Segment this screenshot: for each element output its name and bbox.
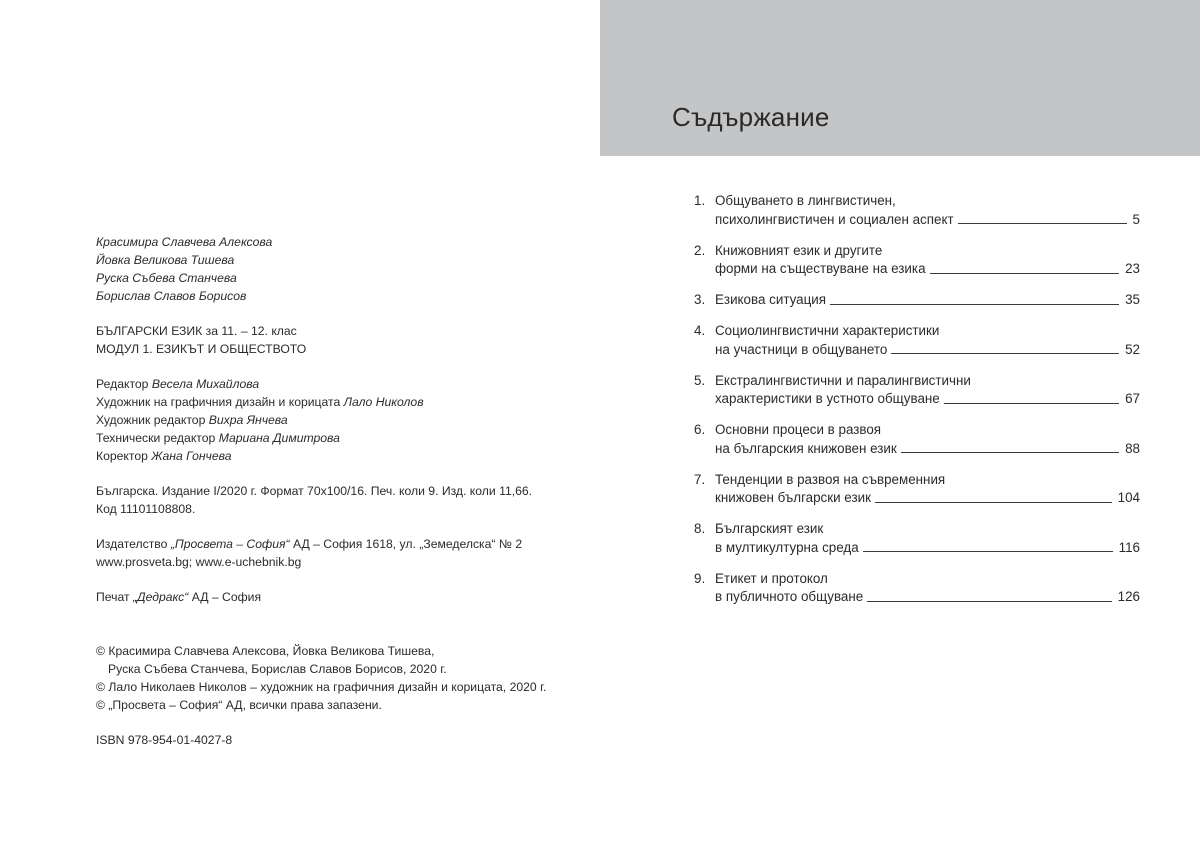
book-title: БЪЛГАРСКИ ЕЗИК за 11. – 12. клас: [96, 324, 297, 338]
toc-leader: [944, 403, 1119, 404]
publisher-prefix: Издателство: [96, 537, 168, 551]
toc-leader: [830, 304, 1119, 305]
toc-leader: [891, 353, 1119, 354]
publisher-info: [96, 535, 576, 571]
copyright-authors: © Красимира Славчева Алексова, Йовка Великова Тишева,: [96, 644, 435, 658]
credit-name: Лало Николов: [343, 395, 424, 409]
toc-title-line1: Общуването в лингвистичен,: [715, 193, 896, 208]
toc-item[interactable]: [694, 291, 1140, 310]
credit-name: Весела Михайлова: [151, 377, 260, 391]
toc-title-line2: психолингвистичен и социален аспект: [715, 211, 954, 227]
toc-title-line2: книжовен български език: [715, 490, 871, 505]
credit-role: Редактор: [96, 377, 149, 391]
book-title-block: [96, 322, 576, 358]
toc-page-number: 35: [1125, 292, 1140, 307]
author-name: Йовка Великова Тишева: [96, 253, 235, 267]
toc-title-line2: на българския книжовен език: [715, 440, 897, 456]
toc-title-line2: в публичното общуване: [715, 589, 864, 604]
copyright-designer: © Лало Николаев Николов – художник на графичния дизайн и корицата, 2020 г.: [96, 680, 547, 694]
toc-item[interactable]: [694, 242, 1140, 279]
credit-role: Коректор: [96, 449, 148, 463]
product-code: Код 11101108808.: [96, 502, 196, 516]
toc-number: 8.: [694, 521, 706, 536]
toc-item[interactable]: [694, 192, 1140, 229]
publisher-name: „Просвета – София“: [170, 537, 290, 551]
copyright-publisher: © „Просвета – София“ АД, всички права запазени.: [96, 698, 382, 712]
toc-page-number: 67: [1125, 391, 1140, 406]
toc-item[interactable]: [694, 520, 1140, 557]
toc-page-number: 52: [1125, 341, 1140, 357]
toc-page-number: 88: [1125, 440, 1140, 456]
copyright-block: [96, 642, 576, 714]
toc-item[interactable]: [694, 570, 1140, 607]
toc-title: Езикова ситуация: [715, 292, 826, 307]
printer-prefix: Печат: [96, 590, 130, 604]
credit-line: [96, 447, 576, 465]
toc-title-line2: на участници в общуването: [715, 341, 888, 357]
author-name: Руска Събева Станчева: [96, 271, 237, 285]
toc-number: 6.: [694, 422, 706, 437]
toc-title-line2: характеристики в устното общуване: [715, 391, 940, 406]
edition-info: [96, 482, 576, 518]
credits-list: [96, 375, 576, 465]
credit-line: [96, 429, 576, 447]
toc-leader: [867, 601, 1111, 602]
toc-number: 9.: [694, 570, 706, 586]
toc-leader: [958, 223, 1127, 224]
module-title: МОДУЛ 1. ЕЗИКЪТ И ОБЩЕСТВОТО: [96, 342, 307, 356]
websites: www.prosveta.bg; www.e-uchebnik.bg: [96, 555, 302, 569]
printer-name: „Дедракс“: [132, 590, 189, 604]
toc-title-line1: Етикет и протокол: [715, 570, 828, 586]
toc-title-line2: форми на съществуване на езика: [715, 261, 926, 276]
toc-page-number: 23: [1125, 261, 1140, 276]
credit-line: [96, 411, 576, 429]
toc-number: 5.: [694, 372, 706, 388]
toc-item[interactable]: [694, 471, 1140, 508]
toc-item[interactable]: [694, 322, 1140, 359]
toc-item[interactable]: [694, 421, 1140, 458]
author-name: Борислав Славов Борисов: [96, 289, 247, 303]
toc-number: 2.: [694, 242, 706, 258]
toc-number: 7.: [694, 471, 706, 487]
toc-leader: [875, 502, 1112, 503]
credit-role: Художник на графичния дизайн и корицата: [96, 395, 341, 409]
contents-header: [600, 0, 1200, 156]
toc-page-number: 5: [1132, 211, 1140, 227]
toc-title-line1: Тенденции в развоя на съвременния: [715, 471, 946, 487]
author-name: Красимира Славчева Алексова: [96, 235, 273, 249]
imprint-page: [96, 233, 576, 749]
credit-line: [96, 375, 576, 393]
authors-list: [96, 233, 576, 305]
copyright-authors-cont: Руска Събева Станчева, Борислав Славов Борисов, 2020 г.: [108, 662, 447, 676]
printer-location: АД – София: [191, 590, 262, 604]
toc-item[interactable]: [694, 372, 1140, 409]
toc-title-line2: в мултикултурна среда: [715, 539, 859, 555]
toc-leader: [863, 551, 1113, 552]
credit-role: Художник редактор: [96, 413, 206, 427]
credit-name: Жана Гончева: [151, 449, 232, 463]
publisher-address: АД – София 1618, ул. „Земеделска“ № 2: [292, 537, 523, 551]
toc-number: 4.: [694, 323, 706, 338]
toc-page-number: 126: [1117, 589, 1140, 604]
toc-title-line1: Екстралингвистични и паралингвистични: [715, 372, 971, 388]
toc-title-line1: Българският език: [715, 521, 824, 536]
edition-line: Българска. Издание I/2020 г. Формат 70х100/16. Печ. коли 9. Изд. коли 11,66.: [96, 484, 533, 498]
credit-name: Мариана Димитрова: [218, 431, 340, 445]
printer-line: [96, 588, 576, 606]
credit-line: [96, 393, 576, 411]
page-title: Съдържание: [672, 102, 830, 132]
toc-leader: [901, 452, 1119, 453]
toc-number: 3.: [694, 292, 706, 307]
toc-title-line1: Основни процеси в развоя: [715, 422, 882, 437]
printer-info: [96, 588, 576, 606]
toc-leader: [930, 273, 1120, 274]
toc-page-number: 116: [1118, 539, 1140, 555]
toc-title-line1: Социолингвистични характеристики: [715, 323, 940, 338]
credit-name: Вихра Янчева: [208, 413, 288, 427]
toc-page-number: 104: [1117, 490, 1140, 505]
credit-role: Технически редактор: [96, 431, 216, 445]
publisher-line: [96, 535, 576, 553]
isbn-block: [96, 731, 576, 749]
toc-number: 1.: [694, 193, 706, 208]
toc-title-line1: Книжовният език и другите: [715, 242, 883, 258]
isbn: ISBN 978-954-01-4027-8: [96, 733, 233, 747]
table-of-contents: [694, 192, 1140, 619]
